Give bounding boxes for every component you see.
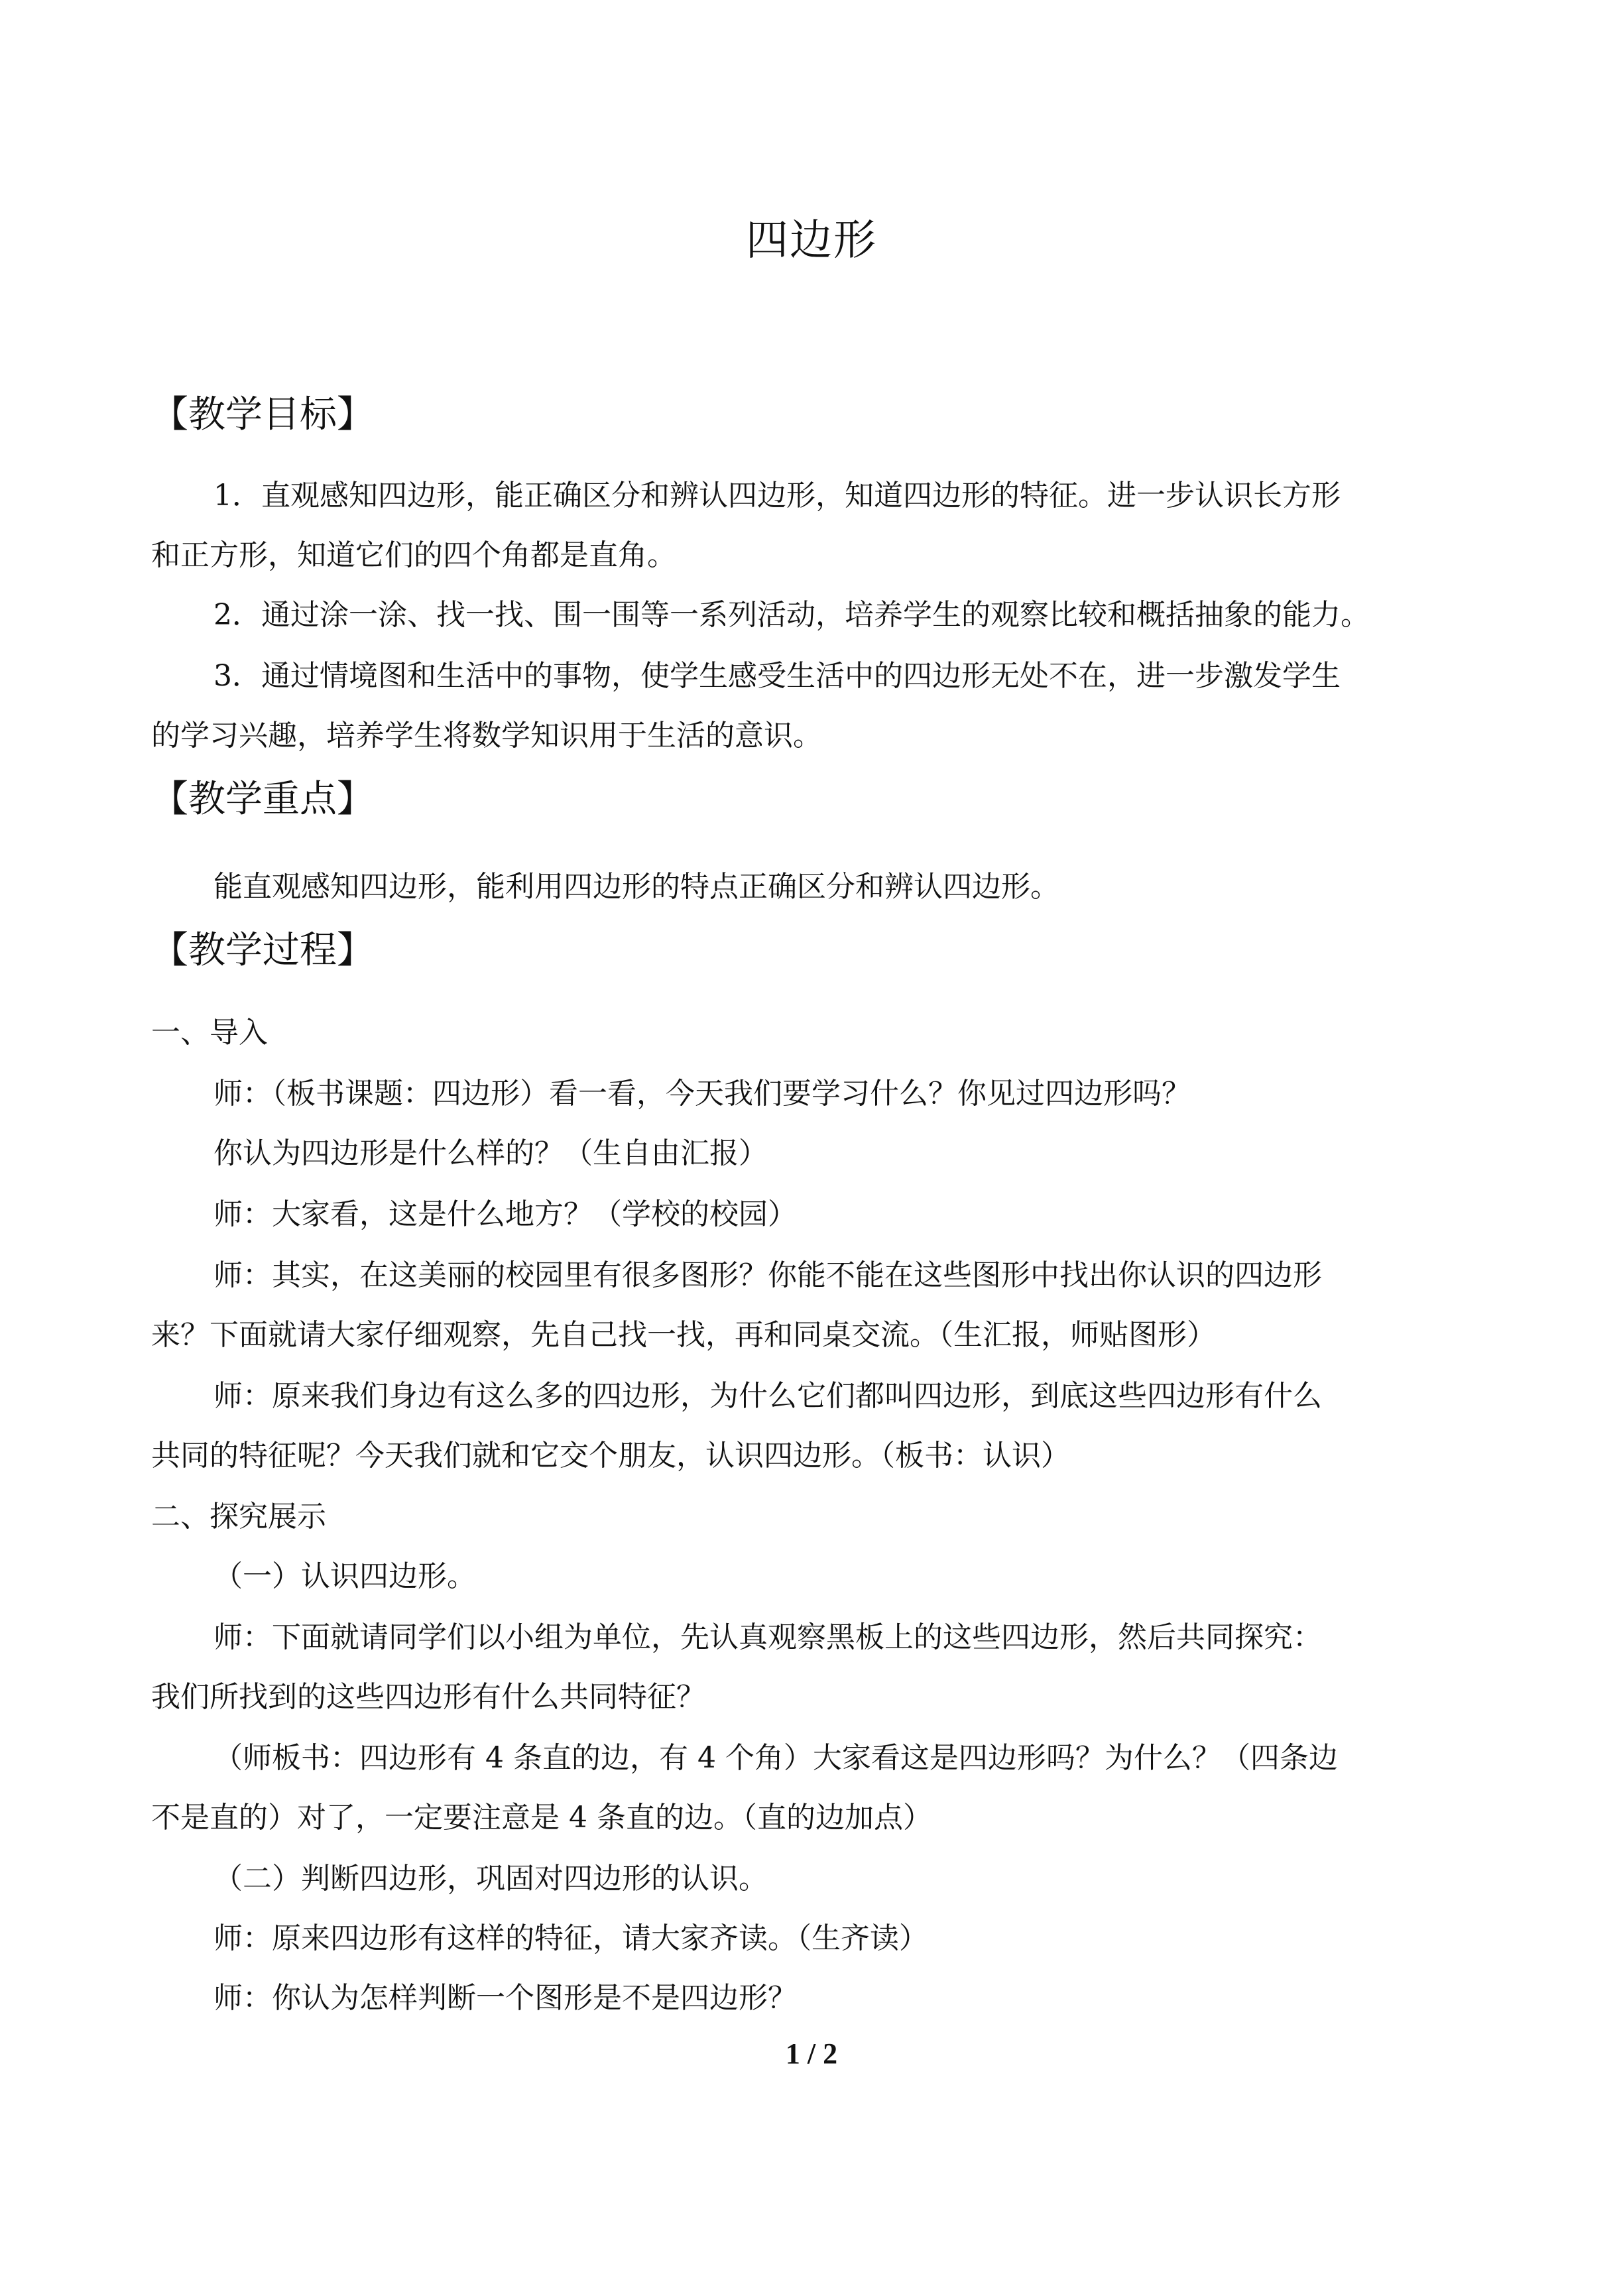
heading-process: 【教学过程】 xyxy=(151,929,374,972)
page-number: 1 / 2 xyxy=(785,2037,838,2070)
goal-3-line-1: 3．通过情境图和生活中的事物，使学生感受生活中的四边形无处不在，进一步激发学生 xyxy=(213,659,1341,693)
process-paragraph-9: 师：你认为怎样判断一个图形是不是四边形？ xyxy=(213,1981,797,2015)
key-point-1: 能直观感知四边形，能利用四边形的特点正确区分和辨认四边形。 xyxy=(213,870,1059,904)
goal-2-line-1: 2．通过涂一涂、找一找、围一围等一系列活动，培养学生的观察比较和概括抽象的能力。 xyxy=(213,598,1370,632)
process-paragraph-4-line-2: 来？下面就请大家仔细观察，先自己找一找，再和同桌交流。（生汇报，师贴图形） xyxy=(151,1318,1216,1352)
subsection-2-title: （二）判断四边形，巩固对四边形的认识。 xyxy=(213,1862,768,1896)
process-paragraph-5-line-2: 共同的特征呢？今天我们就和它交个朋友，认识四边形。（板书：认识） xyxy=(151,1439,1070,1473)
subsection-1-title: （一）认识四边形。 xyxy=(213,1559,476,1593)
goal-1-line-2: 和正方形，知道它们的四个角都是直角。 xyxy=(151,538,676,572)
process-paragraph-3: 师：大家看，这是什么地方？（学校的校园） xyxy=(213,1197,797,1231)
process-paragraph-1: 师：（板书课题：四边形）看一看，今天我们要学习什么？你见过四边形吗？ xyxy=(213,1077,1191,1111)
heading-key-points: 【教学重点】 xyxy=(151,778,374,821)
section-1-title: 一、导入 xyxy=(151,1016,268,1050)
goal-3-line-2: 的学习兴趣，培养学生将数学知识用于生活的意识。 xyxy=(151,719,822,753)
heading-goals: 【教学目标】 xyxy=(151,393,374,436)
process-paragraph-8: 师：原来四边形有这样的特征，请大家齐读。（生齐读） xyxy=(213,1921,928,1955)
process-paragraph-7-line-2: 不是直的）对了，一定要注意是 4 条直的边。（直的边加点） xyxy=(151,1801,932,1835)
process-paragraph-4-line-1: 师：其实，在这美丽的校园里有很多图形？你能不能在这些图形中找出你认识的四边形 xyxy=(213,1258,1322,1292)
process-paragraph-6-line-1: 师：下面就请同学们以小组为单位，先认真观察黑板上的这些四边形，然后共同探究： xyxy=(213,1620,1322,1654)
process-paragraph-6-line-2: 我们所找到的这些四边形有什么共同特征？ xyxy=(151,1680,705,1714)
section-2-title: 二、探究展示 xyxy=(151,1500,326,1534)
process-paragraph-2: 你认为四边形是什么样的？（生自由汇报） xyxy=(213,1136,768,1170)
goal-1-line-1: 1．直观感知四边形，能正确区分和辨认四边形，知道四边形的特征。进一步认识长方形 xyxy=(213,479,1341,513)
process-paragraph-7-line-1: （师板书：四边形有 4 条直的边，有 4 个角）大家看这是四边形吗？为什么？（四条边 xyxy=(213,1741,1338,1775)
process-paragraph-5-line-1: 师：原来我们身边有这么多的四边形，为什么它们都叫四边形，到底这些四边形有什么 xyxy=(213,1379,1322,1413)
page-title: 四边形 xyxy=(746,216,877,265)
